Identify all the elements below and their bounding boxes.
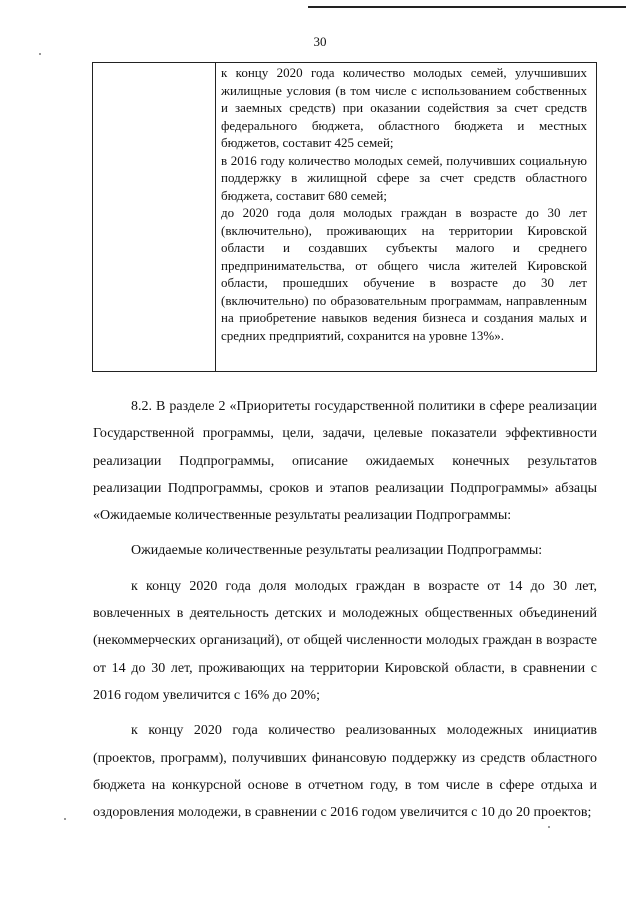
result-paragraph: к концу 2020 года количество реализованных молодежных инициатив (проектов, программ), получивших финансовую поддержку из средств областного бюджета на конкурсной основе в отчетном году, в том числе в сфере отдыха и оздоровления молодежи, в сравнении с 2016 годом увеличится с 10 до 20 проектов; xyxy=(93,723,597,821)
subheading-paragraph: Ожидаемые количественные результаты реализации Подпрограммы: xyxy=(131,543,543,559)
table-cell-paragraph: в 2016 году количество молодых семей, получивших социальную поддержку в жилищной сфере за счет средств областного бюджета, составит 680 семей; xyxy=(221,152,587,203)
amendment-paragraph: 8.2. В разделе 2 «Приоритеты государственной политики в сфере реализации Государственной программы, цели, задачи, целевые показатели эффективности реализации Подпрограммы, описание ожидаемых конечных результатов реализации Подпрограммы, сроков и этапов реализации Подпрограммы» абзацы «Ожидаемые количественные результаты реализации Подпрограммы: xyxy=(93,399,597,524)
table-cell-paragraph: до 2020 года доля молодых граждан в возрасте до 30 лет (включительно), проживающих на территории Кировской области и создавших субъекты малого и среднего предпринимательства, от общего числа жителей Кировской области, прошедших обучение в возрасте до 30 лет (включительно) по образовательным программам, направленным на приобретение навыков ведения бизнеса и создания малых и средних предприятий, сохранится на уровне 13%». xyxy=(221,205,587,343)
scan-speck xyxy=(548,826,550,828)
table-right-cell xyxy=(221,64,587,344)
table-column-divider xyxy=(215,63,216,371)
results-table xyxy=(92,62,597,372)
scan-speck xyxy=(64,818,66,820)
body-text xyxy=(93,393,597,826)
table-cell-paragraph: к концу 2020 года количество молодых семей, улучшивших жилищные условия (в том числе с использованием собственных и заемных средств) при оказании содействия за счет средств федерального бюджета, областного бюджета и местных бюджетов, составит 425 семей; xyxy=(221,65,587,150)
page-number: 30 xyxy=(313,34,327,49)
result-paragraph: к концу 2020 года доля молодых граждан в возрасте от 14 до 30 лет, вовлеченных в деятельность детских и молодежных общественных объединений (некоммерческих организаций), от общей численности молодых граждан в возрасте от 14 до 30 лет, проживающих на территории Кировской области, в сравнении с 2016 годом увеличится с 16% до 20%; xyxy=(93,578,597,703)
scan-speck xyxy=(39,53,41,55)
header-rule xyxy=(308,6,626,8)
